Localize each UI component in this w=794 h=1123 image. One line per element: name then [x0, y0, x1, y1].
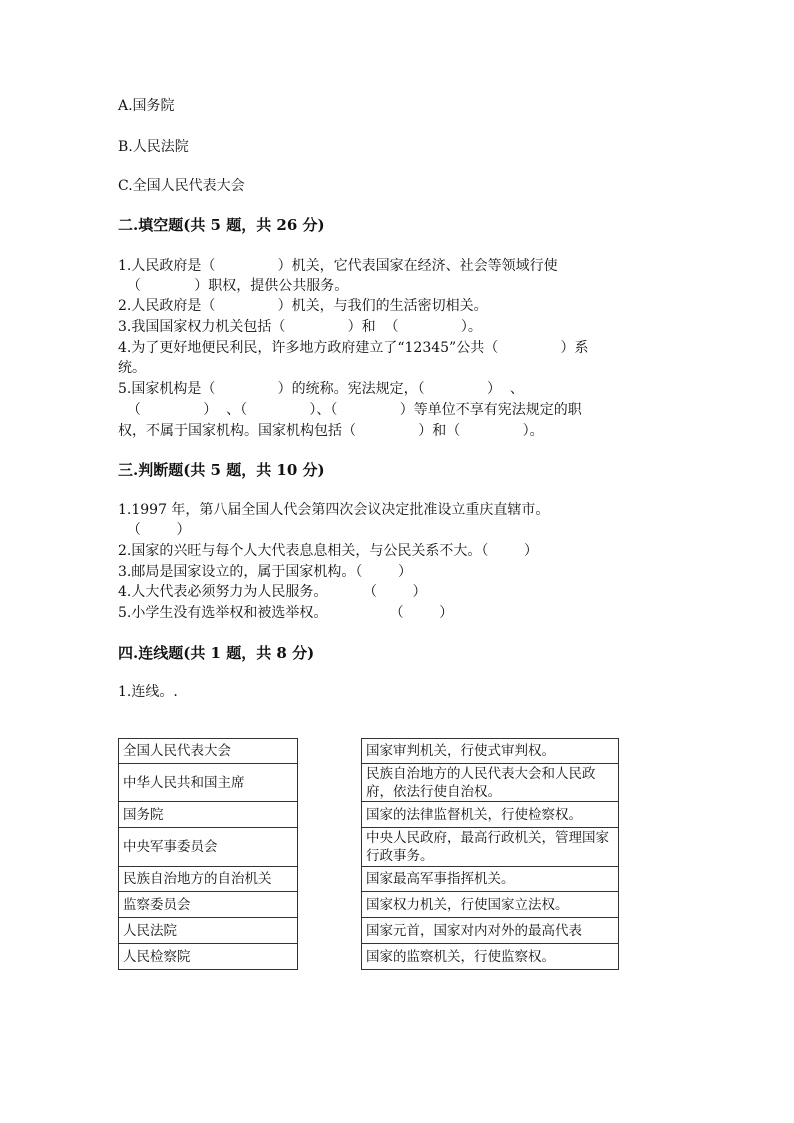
fill-line: 统。 [118, 360, 146, 376]
match-right-item: 国家元首，国家对内对外的最高代表 [362, 918, 619, 944]
match-right-item: 民族自治地方的人民代表大会和人民政府，依法行使自治权。 [362, 764, 619, 802]
match-left-item: 中央军事委员会 [119, 828, 298, 867]
judge-line: 4.人大代表必须努力为人民服务。 （ ） [118, 584, 427, 600]
match-left-item: 中华人民共和国主席 [119, 764, 298, 802]
fill-line: 5.国家机构是（ ）的统称。宪法规定，（ ） 、 [118, 381, 524, 397]
match-left-item: 监察委员会 [119, 892, 298, 918]
judge-line: （ ） [118, 522, 191, 538]
match-right-item: 国家审判机关，行使式审判权。 [362, 739, 619, 764]
match-right-table [361, 738, 619, 970]
match-right-item: 国家的监察机关，行使监察权。 [362, 944, 619, 970]
match-right-item: 国家最高军事指挥机关。 [362, 867, 619, 892]
judge-line: 2.国家的兴旺与每个人大代表息息相关，与公民关系不大。（ ） [118, 543, 538, 559]
option-b: B.人民法院 [118, 139, 189, 155]
option-c: C.全国人民代表大会 [118, 178, 245, 194]
fill-blank-heading: 二.填空题(共 5 题，共 26 分) [118, 216, 325, 234]
match-left-item: 国务院 [119, 802, 298, 828]
fill-line: （ ）职权，提供公共服务。 [118, 278, 349, 294]
match-right-item: 国家权力机关，行使国家立法权。 [362, 892, 619, 918]
fill-line: 权，不属于国家机构。国家机构包括（ ）和（ ）。 [118, 423, 544, 439]
match-right-item: 中央人民政府，最高行政机关，管理国家行政事务。 [362, 828, 619, 867]
fill-line: 2.人民政府是（ ）机关，与我们的生活密切相关。 [118, 298, 488, 314]
match-left-item: 人民法院 [119, 918, 298, 944]
match-left-item: 人民检察院 [119, 944, 298, 970]
judge-line: 3.邮局是国家设立的，属于国家机构。（ ） [118, 564, 412, 580]
match-right-item: 国家的法律监督机关，行使检察权。 [362, 802, 619, 828]
match-instruction: 1.连线。. [118, 684, 178, 700]
judge-heading: 三.判断题(共 5 题，共 10 分) [118, 461, 325, 479]
fill-line: （ ） 、（ ）、（ ）等单位不享有宪法规定的职 [118, 402, 582, 418]
option-a: A.国务院 [118, 98, 175, 114]
match-left-item: 民族自治地方的自治机关 [119, 867, 298, 892]
fill-line: 1.人民政府是（ ）机关，它代表国家在经济、社会等领域行使 [118, 258, 558, 274]
match-heading: 四.连线题(共 1 题，共 8 分) [118, 644, 315, 662]
match-left-item: 全国人民代表大会 [119, 739, 298, 764]
fill-line: 4.为了更好地便民利民，许多地方政府建立了“12345”公共（ ）系 [118, 340, 589, 356]
judge-line: 1.1997 年，第八届全国人代会第四次会议决定批准设立重庆直辖市。 [118, 502, 550, 518]
judge-line: 5.小学生没有选举权和被选举权。 （ ） [118, 605, 454, 621]
fill-line: 3.我国国家权力机关包括（ ）和 （ ）。 [118, 319, 482, 335]
match-left-table [118, 738, 298, 970]
